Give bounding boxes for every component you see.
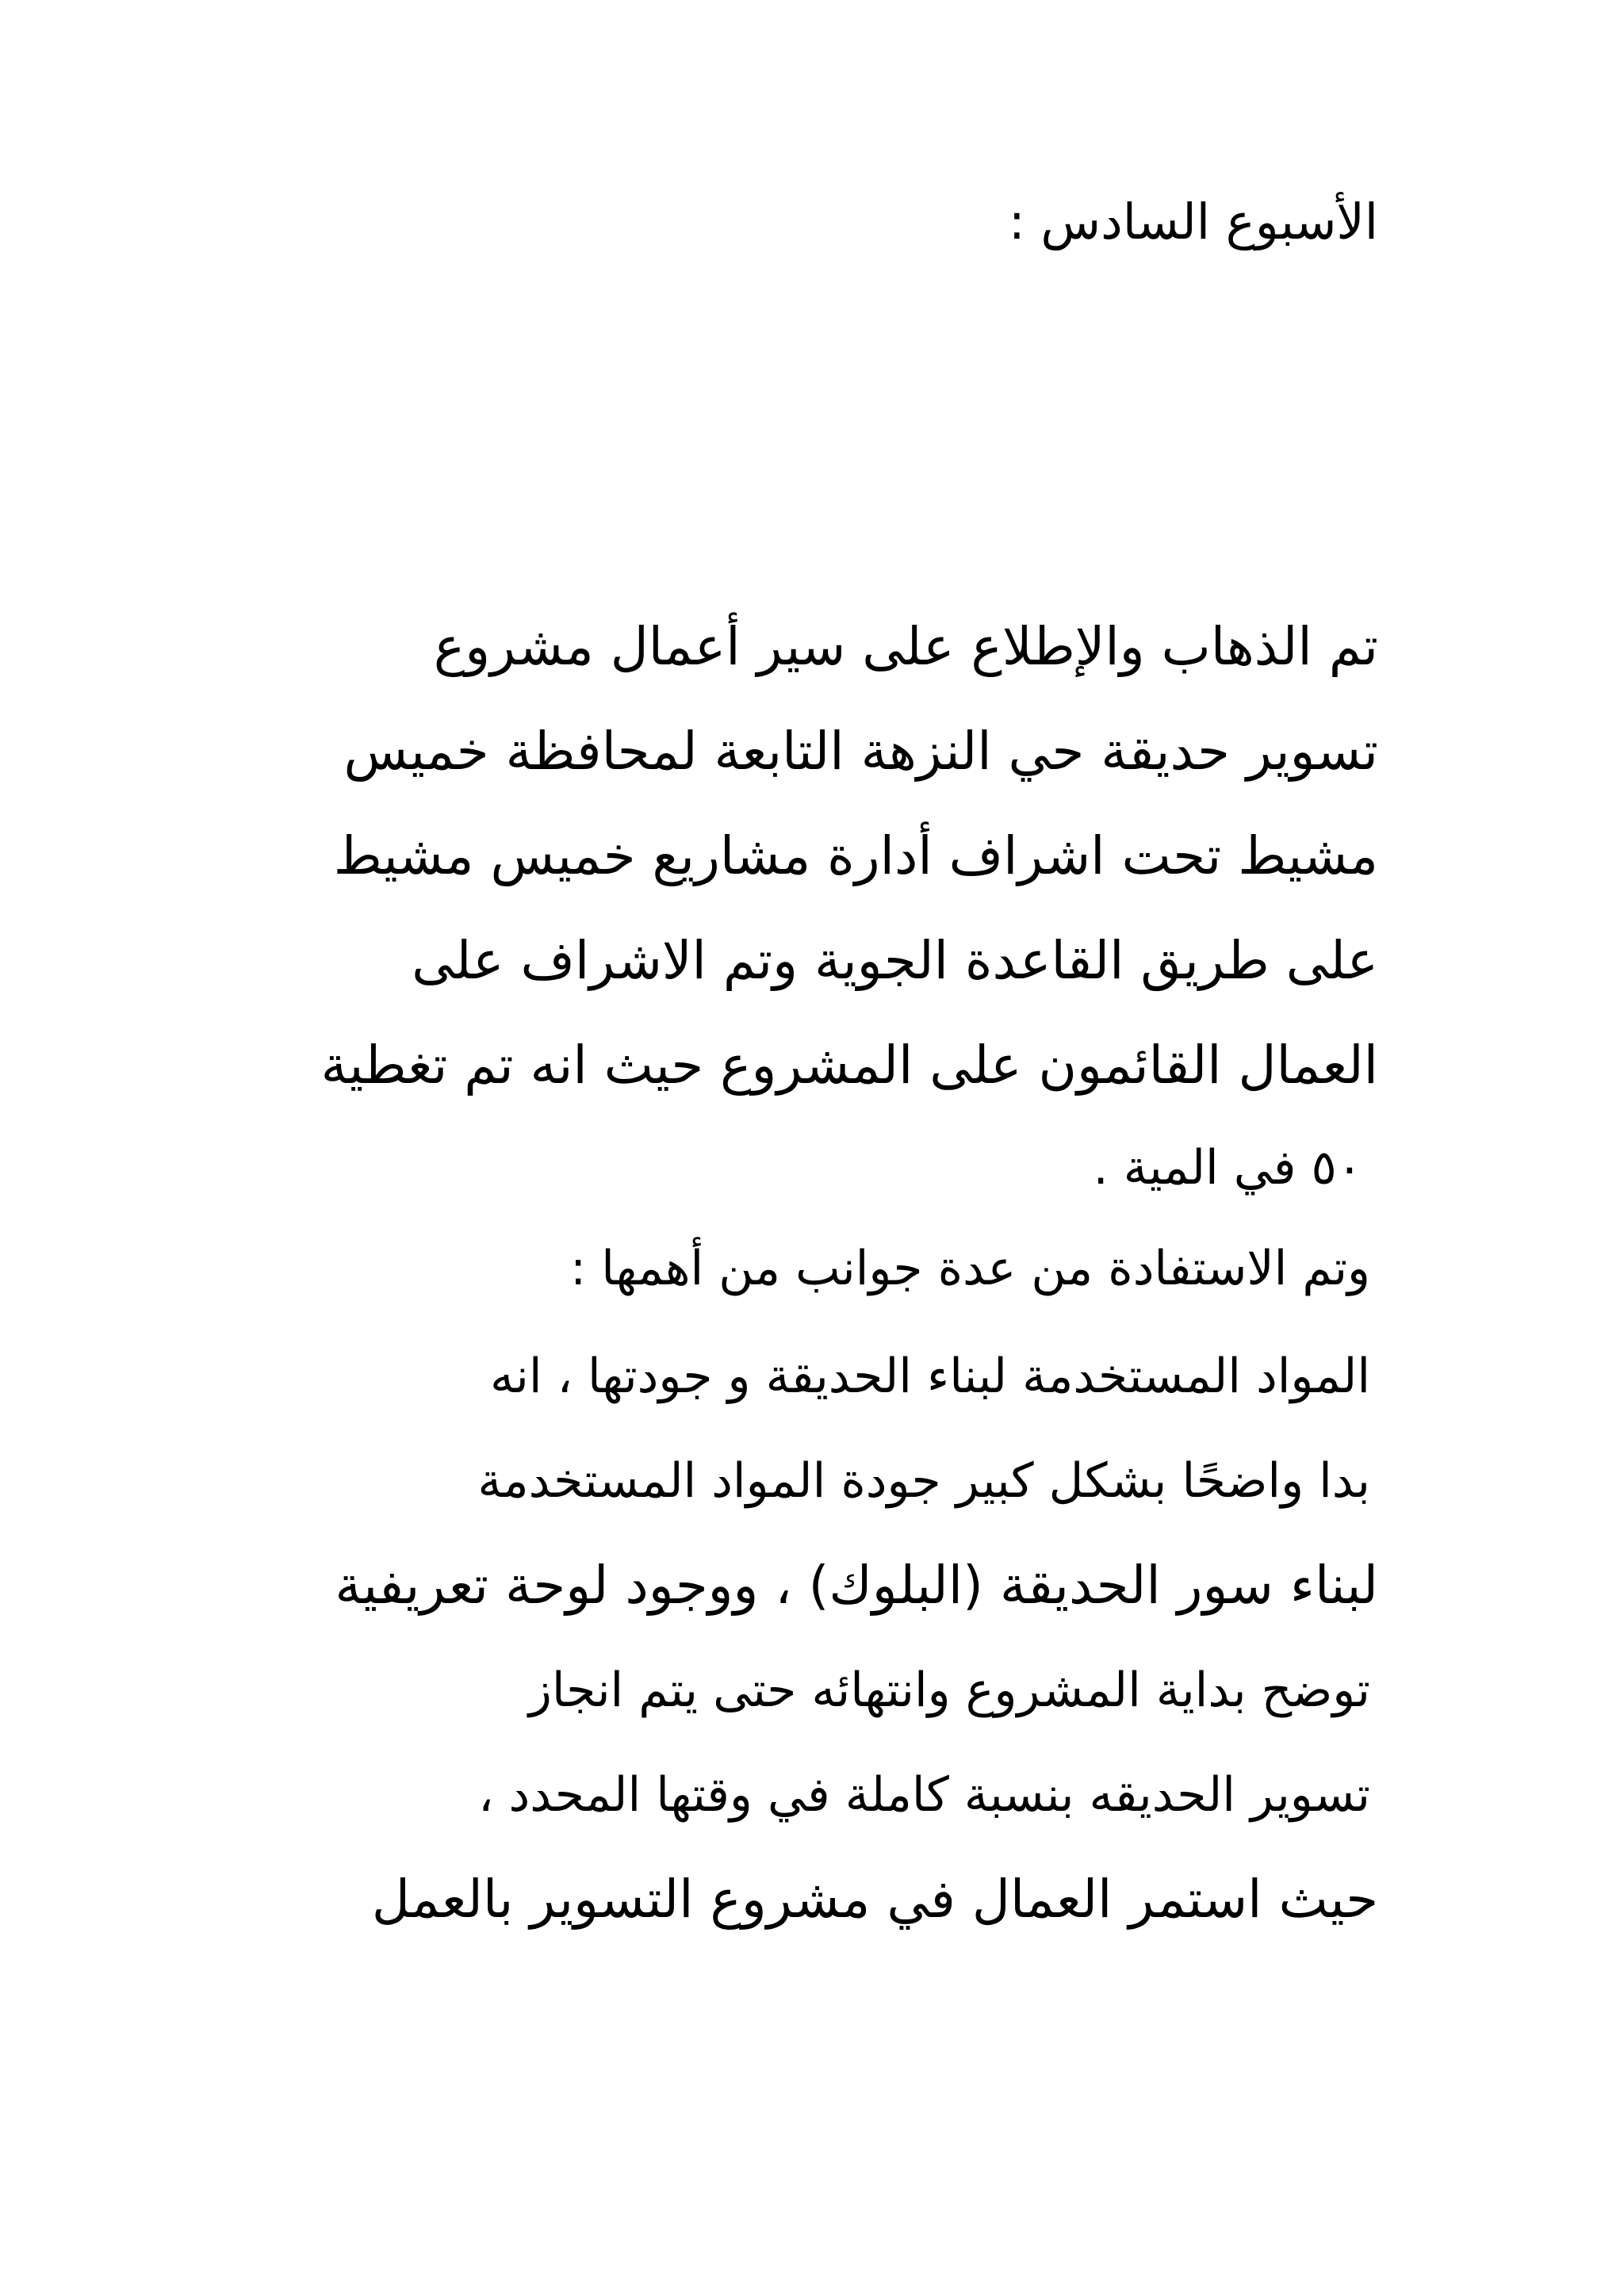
paragraph-line: توضح بداية المشروع وانتهائه حتى يتم انجاز	[528, 1663, 1370, 1718]
paragraph-line: المواد المستخدمة لبناء الحديقة و جودتها ، انه	[489, 1349, 1370, 1404]
paragraph-line: ٥٠ في المية .	[1093, 1140, 1362, 1196]
paragraph-line: مشيط تحت اشراف أدارة مشاريع خميس مشيط	[333, 825, 1378, 886]
paragraph-line: العمال القائمون على المشروع حيث انه تم تغطية	[320, 1035, 1378, 1096]
paragraph-line: تسوير حديقة حي النزهة التابعة لمحافظة خميس	[343, 721, 1378, 782]
paragraph-line: على طريق القاعدة الجوية وتم الاشراف على	[412, 930, 1378, 991]
paragraph-line: وتم الاستفادة من عدة جوانب من أهمها :	[569, 1241, 1370, 1296]
paragraph-line: لبناء سور الحديقة (البلوك) ، ووجود لوحة تعريفية	[335, 1555, 1378, 1616]
paragraph-line: تسوير الحديقه بنسبة كاملة في وقتها المحدد ،	[478, 1767, 1370, 1823]
paragraph-line: حيث استمر العمال في مشروع التسوير بالعمل	[371, 1869, 1378, 1930]
page-heading: الأسبوع السادس :	[1008, 193, 1378, 251]
paragraph-line: تم الذهاب والإطلاع على سير أعمال مشروع	[433, 616, 1378, 677]
paragraph-line: بدا واضحًا بشكل كبير جودة المواد المستخدمة	[477, 1453, 1370, 1509]
